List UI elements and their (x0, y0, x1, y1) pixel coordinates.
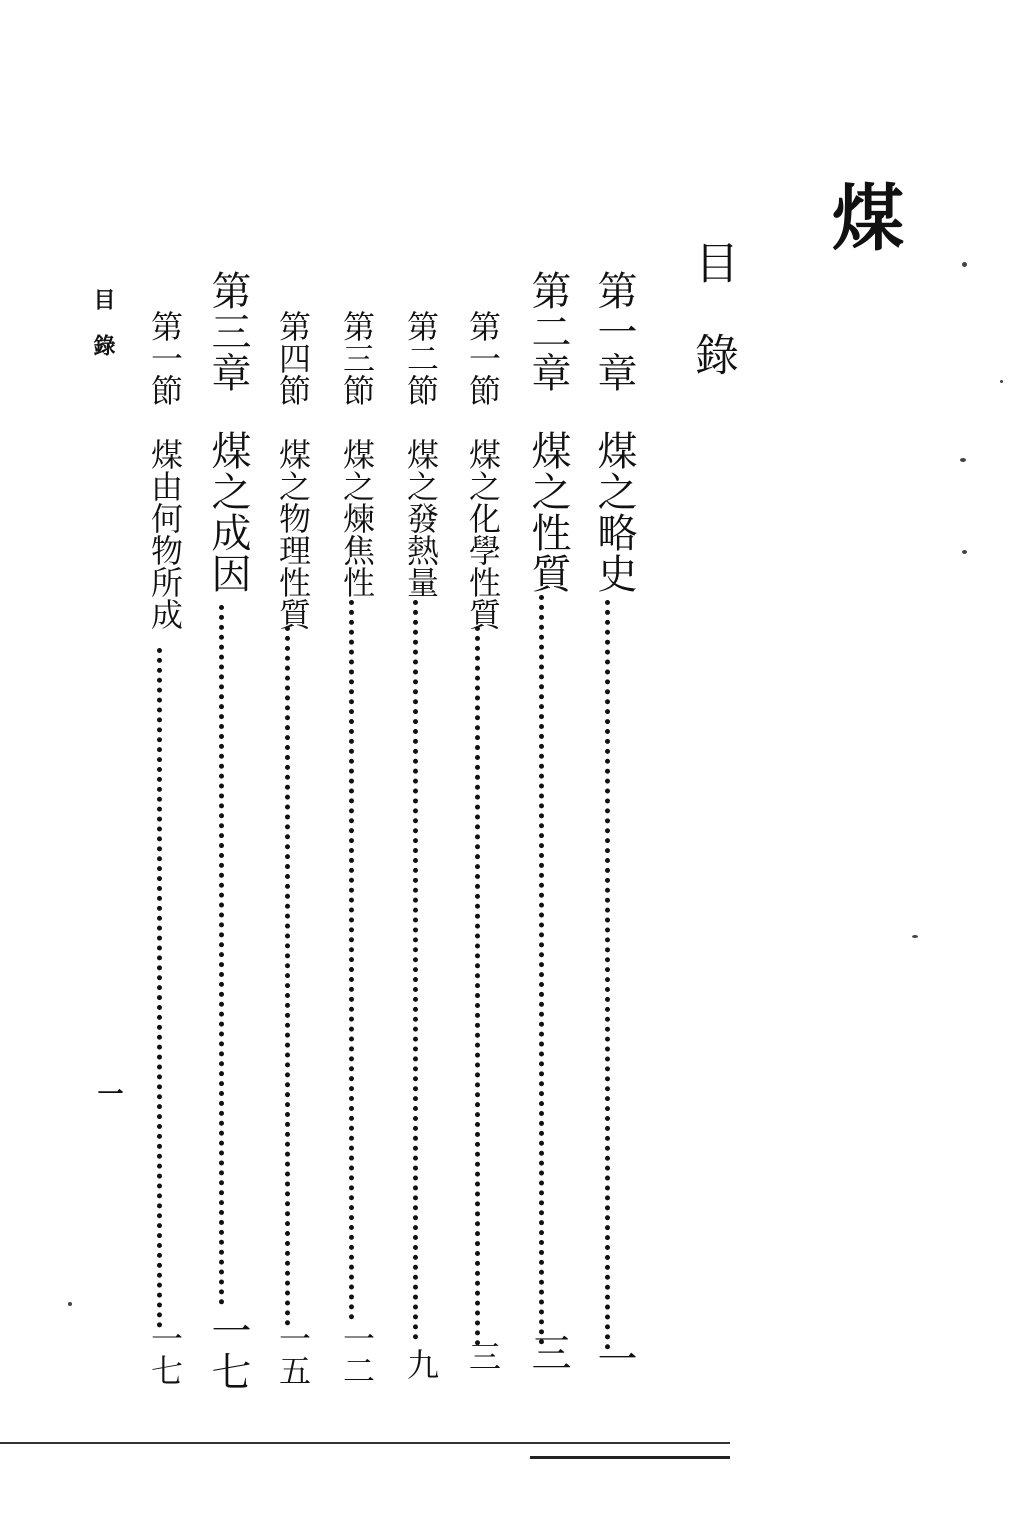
toc-entry-chapter-1 (586, 270, 637, 1390)
scan-speck (960, 458, 966, 462)
toc-entry-chapter-3 (200, 270, 251, 1392)
dot-leader (413, 600, 418, 1340)
entry-title: 煤由何物所成 (146, 438, 184, 630)
dot-leader (475, 626, 480, 1346)
bottom-rule (0, 1442, 730, 1444)
dot-leader (349, 600, 354, 1320)
dot-leader (157, 648, 162, 1328)
entry-page-number: 一 (591, 1338, 637, 1379)
book-title: 煤 (820, 180, 905, 256)
entry-page-number: 九 (402, 1348, 440, 1380)
entry-label: 第一節 (146, 310, 184, 406)
toc-entry-section-2-1 (460, 270, 500, 1390)
scan-speck (68, 1302, 72, 1306)
entry-label: 第四節 (274, 310, 312, 406)
toc-entry-chapter-2 (520, 270, 571, 1390)
entry-label: 第三節 (338, 310, 376, 406)
entry-page-number: 一七 (205, 1310, 251, 1392)
toc-entry-section-2-3 (334, 270, 374, 1390)
toc-entry-section-2-2 (398, 270, 438, 1390)
dot-leader (605, 600, 610, 1350)
dot-leader (285, 626, 290, 1326)
entry-title: 煤之略史 (591, 430, 637, 594)
entry-page-number: 一七 (146, 1322, 184, 1386)
entry-title: 煤之煉焦性 (338, 438, 376, 598)
scan-speck (962, 262, 967, 267)
entry-title: 煤之物理性質 (274, 438, 312, 630)
scan-speck (1000, 380, 1003, 383)
dot-leader (539, 595, 544, 1345)
entry-label: 第二節 (402, 310, 440, 406)
dot-leader (219, 605, 224, 1305)
toc-heading: 目錄 (687, 240, 738, 424)
entry-title: 煤之性質 (525, 430, 571, 594)
scan-speck (912, 935, 918, 938)
entry-page-number: 一五 (274, 1322, 312, 1386)
entry-title: 煤之化學性質 (464, 438, 502, 630)
bottom-rule-accent (530, 1456, 730, 1459)
entry-title: 煤之成因 (205, 430, 251, 594)
entry-label: 第二章 (525, 270, 571, 393)
entry-label: 第一章 (591, 270, 637, 393)
entry-title: 煤之發熱量 (402, 438, 440, 598)
entry-label: 第三章 (205, 270, 251, 393)
page-folio: 一 (93, 1080, 123, 1106)
entry-page-number: 三 (525, 1332, 571, 1373)
running-head: 目錄 (90, 288, 116, 380)
entry-page-number: 三 (464, 1340, 502, 1372)
scan-speck (962, 550, 967, 554)
entry-page-number: 一二 (338, 1322, 376, 1386)
entry-label: 第一節 (464, 310, 502, 406)
toc-entry-section-3-1 (142, 270, 182, 1390)
toc-entry-section-2-4 (270, 270, 310, 1390)
